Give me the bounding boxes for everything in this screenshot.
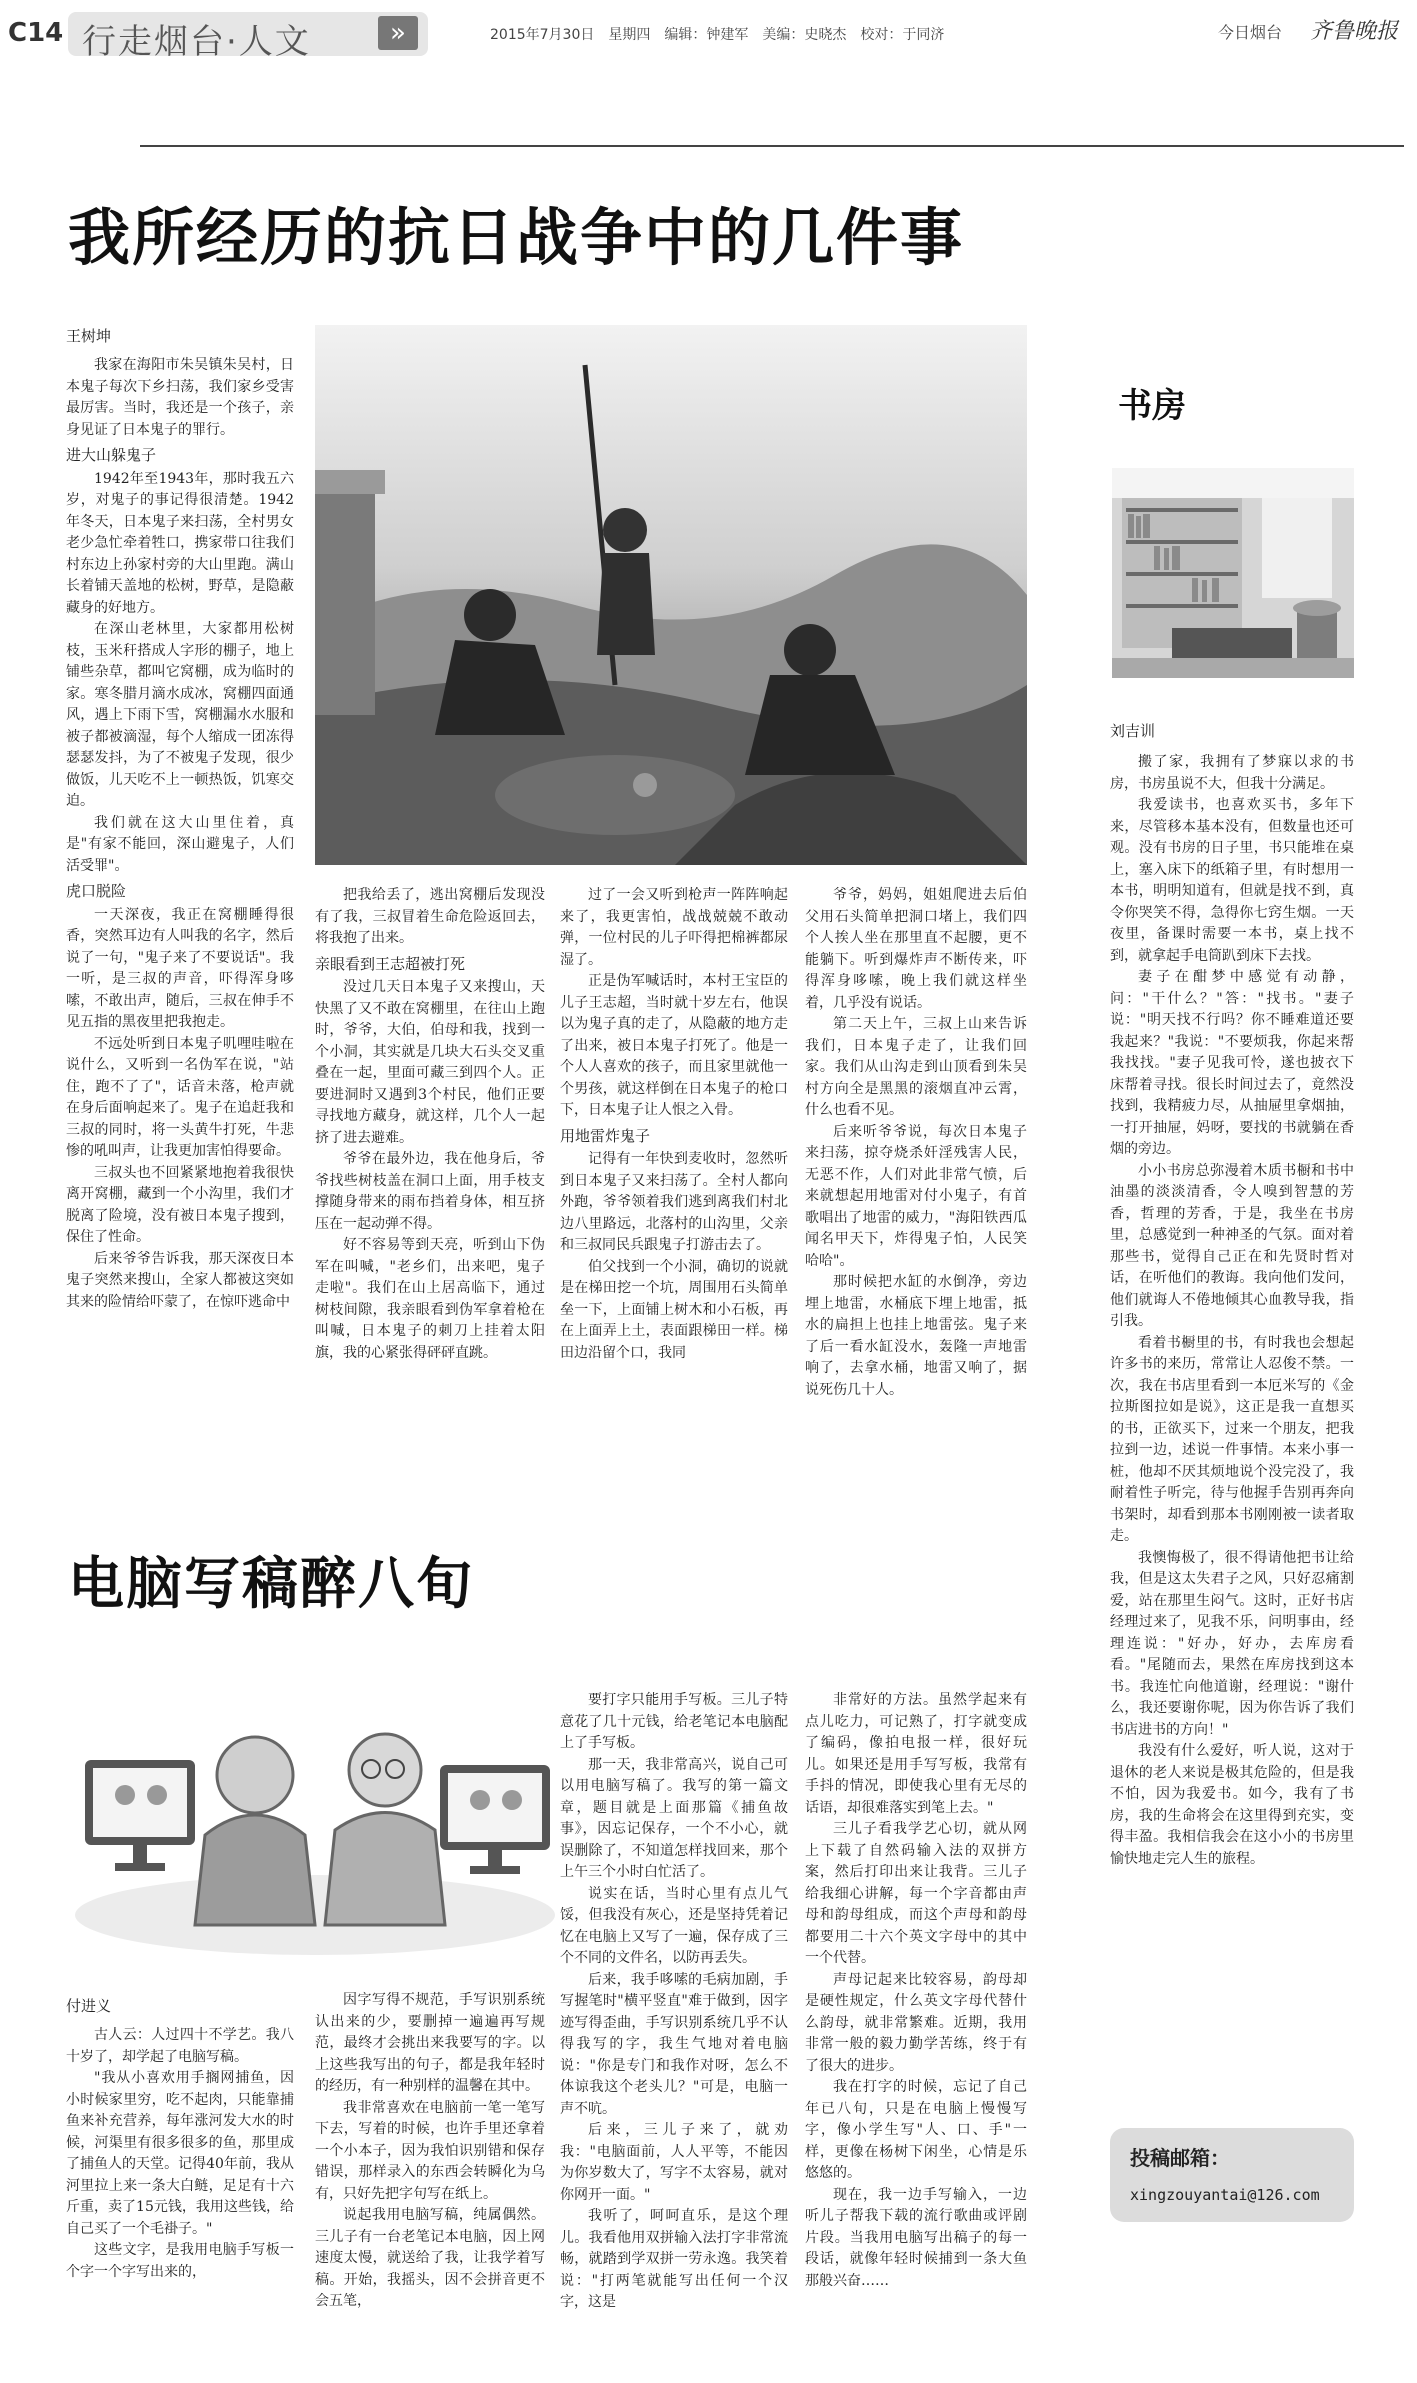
paragraph: 第二天上午，三叔上山来告诉我们，日本鬼子走了，让我们回家。我们从山沟走到山顶看到朱吴村方向全是黑黑的滚烟直冲云霄，什么也看不见。	[805, 1016, 1027, 1118]
paragraph: "我从小喜欢用手搁网捕鱼，因小时候家里穷，吃不起肉，只能靠捕鱼来补充营养，每年涨河发大水的时候，河渠里有很多很多的鱼，那里成了捕鱼人的天堂。记得40年前，我从河里拉上来一条大白鲢，足足有十六斤重，卖了15元钱，我用这些钱，给自己买了一个毛褂子。"	[66, 2070, 294, 2237]
paragraph: 说实在话，当时心里有点儿气馁，但我没有灰心，还是坚持凭着记忆在电脑上又写了一遍，保存成了三个不同的文件名，以防再丢失。	[560, 1885, 788, 1966]
paragraph: 把我给丢了，逃出窝棚后发现没有了我，三叔冒着生命危险返回去，将我抱了出来。	[315, 887, 545, 946]
article1-column-3	[560, 885, 788, 1485]
paragraph: 小小书房总弥漫着木质书橱和书中油墨的淡淡清香，令人嗅到智慧的芳香，哲理的芳香，于是，我坐在书房里，总感觉到一种神圣的气氛。面对着那些书，觉得自己正在和先贤时哲对话，在听他们的教诲。我向他们发问，他们就诲人不倦地倾其心血教导我，指引我。	[1110, 1162, 1354, 1329]
paragraph: 说起我用电脑写稿，纯属偶然。三儿子有一台老笔记本电脑，因上网速度太慢，就送给了我，让我学着写稿。开始，我摇头，因不会拼音更不会五笔，	[315, 2207, 545, 2309]
article1-column-4	[805, 885, 1027, 1485]
article2-byline: 付进义	[66, 1997, 112, 2015]
submission-email[interactable]: xingzouyantai@126.com	[1130, 2186, 1320, 2204]
paragraph: 记得有一年快到麦收时，忽然听到日本鬼子又来扫荡了。全村人都向外跑，爷爷领着我们逃到离我们村北边八里路远，北落村的山沟里，父亲和三叔同民兵跟鬼子打游击去了。	[560, 1151, 788, 1253]
study-room-photo	[1112, 468, 1354, 678]
paragraph: 我懊悔极了，很不得请他把书让给我，但是这太失君子之风，只好忍痛割爱，站在那里生闷气。这时，正好书店经理过来了，见我不乐，问明事由，经理连说："好办，好办，去库房看看。"尾随而去，果然在库房找到这本书。我连忙向他道谢，经理说："谢什么，我还要谢你呢，因为你告诉了我们书店进书的方向！"	[1110, 1549, 1354, 1738]
subheading: 进大山躲鬼子	[66, 446, 157, 464]
subheading: 虎口脱险	[66, 882, 127, 900]
column-label: 今日烟台	[1218, 23, 1283, 42]
paragraph: 要打字只能用手写板。三儿子特意花了几十元钱，给老笔记本电脑配上了手写板。	[560, 1692, 788, 1751]
paragraph: 我们就在这大山里住着，真是"有家不能回，深山避鬼子，人们活受罪"。	[66, 814, 294, 874]
paragraph: 爷爷，妈妈，姐姐爬进去后伯父用石头简单把洞口堵上，我们四个人挨人坐在那里直不起腰，更不能躺下。听到爆炸声不断传来，吓得浑身哆嗦，晚上我们就这样坐着，几乎没有说话。	[805, 887, 1027, 1011]
article1-column-2	[315, 885, 545, 1485]
paragraph: 后来，三儿子来了，就劝我："电脑面前，人人平等，不能因为你岁数大了，写字不太容易，就对你网开一面。"	[560, 2122, 788, 2203]
paragraph: 后来，我手哆嗦的毛病加剧，手写握笔时"横平竖直"难于做到，因字迹写得歪曲，手写识别系统几乎不认得我写的字，我生气地对着电脑说："你是专门和我作对呀，怎么不体谅我这个老头儿？"可是，电脑一声不吭。	[560, 1971, 788, 2117]
article3-body	[1110, 752, 1354, 2097]
paragraph: 三儿子看我学艺心切，就从网上下载了自然码输入法的双拼方案，然后打印出来让我背。三儿子给我细心讲解，每一个字音都由声母和韵母组成，而这个声母和韵母都要用二十六个英文字母中的其中一个代替。	[805, 1821, 1027, 1966]
paragraph: 爷爷在最外边，我在他身后，爷爷找些树枝盖在洞口上面，用手枝支撑随身带来的雨布挡着身体，相互挤压在一起动弹不得。	[315, 1151, 545, 1232]
paragraph: 看着书橱里的书，有时我也会想起许多书的来历，常常让人忍俊不禁。一次，我在书店里看到一本厄米写的《金拉斯图拉如是说》，这正是我一直想买的书，正欲买下，过来一个朋友，把我拉到一边，述说一件事情。本来小事一桩，他却不厌其烦地说个没完没了，我耐着性子听完，待与他握手告别再奔向书架时，却看到那本书刚刚被一读者取走。	[1110, 1334, 1354, 1544]
article2-column-2	[315, 1990, 545, 2355]
article1-column-1	[66, 355, 294, 1485]
article2-column-3	[560, 1690, 788, 2355]
paragraph: 后来爷爷告诉我，那天深夜日本鬼子突然来搜山，全家人都被这突如其来的险情给吓蒙了，在惊吓逃命中	[66, 1250, 294, 1310]
paragraph: 我在打字的时候，忘记了自己年已八旬，只是在电脑上慢慢写字，像小学生写"人、口、手"一样，更像在杨树下闲坐，心情是乐悠悠的。	[805, 2079, 1027, 2181]
paragraph: 我听了，呵呵直乐，是这个理儿。我看他用双拼输入法打字非常流畅，就踏到学双拼一劳永逸。我笑着说："打两笔就能写出任何一个汉字，这是	[560, 2208, 788, 2310]
paragraph: 我非常喜欢在电脑前一笔一笔写下去，写着的时候，也许手里还拿着一个小本子，因为我怕识别错和保存错误，那样录入的东西会转瞬化为乌有，只好先把字句写在纸上。	[315, 2099, 545, 2202]
article3-title: 书房	[1118, 386, 1186, 426]
paragraph: 没过几天日本鬼子又来搜山，天快黑了又不敢在窝棚里，在往山上跑时，爷爷，大伯，伯母和我，找到一个小洞，其实就是几块大石头交叉重叠在一起，里面可藏三到四个人。正要进洞时又遇到3个村民，他们正要寻找地方藏身，就这样，几个人一起挤了进去避难。	[315, 979, 545, 1146]
issue-meta: 2015年7月30日 星期四 编辑：钟建军 美编：史晓杰 校对：于同济	[490, 27, 945, 43]
double-chevron-right-icon: »	[378, 16, 418, 50]
paragraph: 三叔头也不回紧紧地抱着我很快离开窝棚，藏到一个小沟里，我们才脱离了险境，没有被日本鬼子搜到，保住了性命。	[66, 1164, 294, 1245]
subheading: 亲眼看到王志超被打死	[315, 954, 466, 973]
paragraph: 我爱读书，也喜欢买书，多年下来，尽管移本基本没有，但数量也还可观。没有书房的日子里，书只能堆在桌上，塞入床下的纸箱子里，有时想用一本书，明明知道有，但就是找不到，真令你哭笑不得，急得你七窍生烟。一天夜里，备课时需要一本书，桌上找不到，就拿起手电筒趴到床下去找。	[1110, 797, 1354, 964]
paragraph: 这些文字，是我用电脑手写板一个字一个字写出来的，	[66, 2242, 294, 2280]
paragraph: 妻子在酣梦中感觉有动静，问："干什么？"答："找书。"妻子说："明天找不行吗？你不睡难道还要我起来？"我说："不要烦我，你起来帮我找找。"妻子见我可怜，遂也披衣下床帮着寻找。很长时间过去了，竟然没找到，我精疲力尽，从抽屉里拿烟抽，一打开抽屉，妈呀，要找的书就躺在香烟的旁边。	[1110, 969, 1354, 1157]
sculpture-photo	[315, 325, 1027, 865]
page-number: C14	[8, 18, 64, 48]
article2-column-1	[66, 2025, 294, 2355]
article1-title: 我所经历的抗日战争中的几件事	[68, 201, 965, 274]
paragraph: 好不容易等到天亮，听到山下伪军在叫喊，"老乡们，出来吧，鬼子走啦"。我们在山上居高临下，通过树枝间隙，我亲眼看到伪军拿着枪在叫喊，日本鬼子的刺刀上挂着太阳旗，我的心紧张得砰砰直跳。	[315, 1237, 545, 1361]
paragraph: 现在，我一边手写输入，一边听儿子帮我下载的流行歌曲或评剧片段。当我用电脑写出稿子的每一段话，就像年轻时候捕到一条大鱼那般兴奋……	[805, 2186, 1027, 2289]
section-title: 行走烟台·人文	[82, 22, 311, 62]
paragraph: 古人云：人过四十不学艺。我八十岁了，却学起了电脑写稿。	[66, 2027, 294, 2065]
article2-column-4	[805, 1690, 1027, 2355]
paragraph: 那一天，我非常高兴，说自己可以用电脑写稿了。我写的第一篇文章，题目就是上面那篇《捕鱼故事》，因忘记保存，一个不小心，就误删除了，不知道怎样找回来，那个上午三个小时白忙活了。	[560, 1756, 788, 1880]
paragraph: 那时候把水缸的水倒净，旁边埋上地雷，水桶底下埋上地雷，抵水的扁担上也挂上地雷弦。鬼子来了后一看水缸没水，轰隆一声地雷响了，去拿水桶，地雷又响了，据说死伤几十人。	[805, 1274, 1027, 1398]
paragraph: 我没有什么爱好，听人说，这对于退休的老人来说是极其危险的，但是我不怕，因为我爱书。如今，我有了书房，我的生命将会在这里得到充实，变得丰盈。我相信我会在这小小的书房里愉快地走完人生的旅程。	[1110, 1743, 1354, 1867]
paragraph: 后来听爷爷说，每次日本鬼子来扫荡，掠夺烧杀奸淫残害人民，无恶不作，人们对此非常气愤，后来就想起用地雷对付小鬼子，有首歌唱出了地雷的威力，"海阳铁西瓜闻名甲天下，炸得鬼子怕，人民笑哈哈"。	[805, 1123, 1027, 1269]
article3-byline: 刘吉训	[1110, 722, 1156, 740]
paragraph: 在深山老林里，大家都用松树枝，玉米秆搭成人字形的棚子，地上铺些杂草，都叫它窝棚，成为临时的家。寒冬腊月滴水成冰，窝棚四面通风，遇上下雨下雪，窝棚漏水水服和被子都被滴湿，每个人缩成一团冻得瑟瑟发抖，为了不被鬼子发现，很少做饭，儿天吃不上一顿热饭，饥寒交迫。	[66, 621, 294, 809]
submission-label: 投稿邮箱：	[1130, 2146, 1230, 2170]
header-rule	[140, 145, 1404, 147]
article2-title: 电脑写稿醉八旬	[68, 1552, 474, 1617]
paragraph: 正是伪军喊话时，本村王宝臣的儿子王志超，当时就十岁左右，他误以为鬼子真的走了，从隐蔽的地方走了出来，被日本鬼子打死了。他是一个人人喜欢的孩子，而且家里就他一个男孩，就这样倒在日本鬼子的枪口下，日本鬼子让人恨之入骨。	[560, 973, 788, 1118]
paragraph: 过了一会又听到枪声一阵阵响起来了，我更害怕，战战兢兢不敢动弹，一位村民的儿子吓得把棉裤都尿湿了。	[560, 887, 788, 968]
paragraph: 1942年至1943年，那时我五六岁，对鬼子的事记得很清楚。1942年冬天，日本鬼子来扫荡，全村男女老少急忙牵着牲口，携家带口往我们村东边上孙家村旁的大山里跑。满山长着铺天盖地的松树，野草，是隐蔽藏身的好地方。	[66, 470, 294, 616]
paragraph: 一天深夜，我正在窝棚睡得很香，突然耳边有人叫我的名字，然后说了一句，"鬼子来了不要说话"。我一听，是三叔的声音，吓得浑身哆嗦，不敢出声，随后，三叔在伸手不见五指的黑夜里把我抱走。	[66, 906, 294, 1030]
subheading: 用地雷炸鬼子	[560, 1126, 651, 1145]
paragraph: 我家在海阳市朱吴镇朱吴村，日本鬼子每次下乡扫荡，我们家乡受害最厉害。当时，我还是一个孩子，亲身见证了日本鬼子的罪行。	[66, 357, 294, 438]
elderly-couple-computer-illustration	[65, 1665, 565, 1965]
paragraph: 声母记起来比较容易，韵母却是硬性规定，什么英文字母代替什么韵母，就非常繁难。近期，我用非常一般的毅力勤学苦练，终于有了很大的进步。	[805, 1971, 1027, 2074]
newspaper-logo: 齐鲁晚报	[1310, 19, 1399, 44]
paragraph: 因字写得不规范，手写识别系统认出来的少，要删掉一遍遍再写规范，最终才会挑出来我要写的字。以上这些我写出的句子，都是我年轻时的经历，有一种别样的温馨在其中。	[315, 1992, 545, 2094]
paragraph: 非常好的方法。虽然学起来有点儿吃力，可记熟了，打字就变成了编码，像拍电报一样，很好玩儿。如果还是用手写写板，我常有手抖的情况，即使我心里有无尽的话语，却很难落实到笔上去。"	[805, 1692, 1027, 1816]
paragraph: 不远处听到日本鬼子叽哩哇啦在说什么，又听到一名伪军在说，"站住，跑不了了"，话音未落，枪声就在身后面响起来了。鬼子在追赶我和三叔的同时，将一头黄牛打死，牛悲惨的吼叫声，让我更加害怕得要命。	[66, 1035, 294, 1159]
article1-byline: 王树坤	[66, 327, 112, 345]
paragraph: 搬了家，我拥有了梦寐以求的书房，书房虽说不大，但我十分满足。	[1110, 754, 1354, 792]
paragraph: 伯父找到一个小洞，确切的说就是在梯田挖一个坑，周围用石头简单垒一下，上面铺上树木和小石板，再在上面弄上土，表面跟梯田一样。梯田边沿留个口，我同	[560, 1258, 788, 1361]
